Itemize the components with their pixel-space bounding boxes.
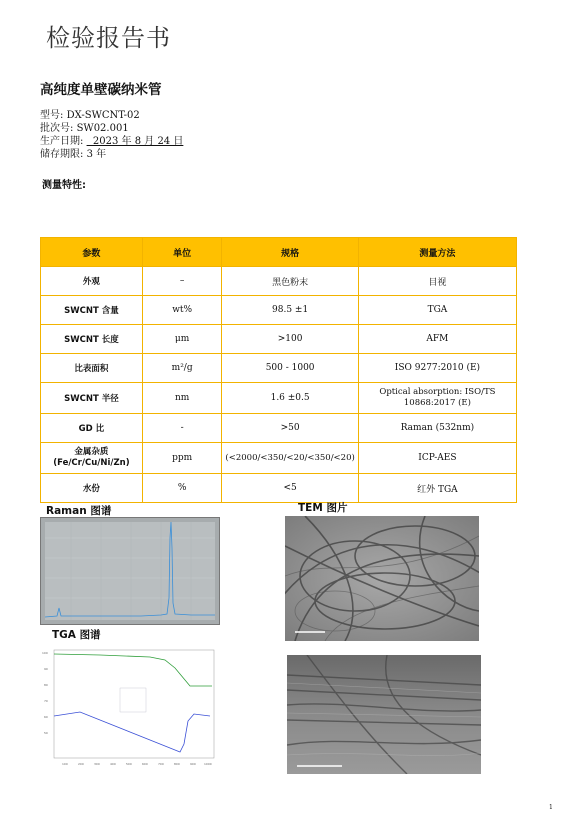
unit-cell: % [142,474,222,503]
tem-image-1 [285,516,479,641]
method-cell: ISO 9277:2010 (E) [358,354,516,383]
table-row [41,296,517,325]
spec-cell: 1.6 ±0.5 [222,383,358,414]
spec-cell: 98.5 ±1 [222,296,358,325]
table-row [41,443,517,474]
param-cell: 外观 [41,267,143,296]
product-name: 高纯度单壁碳纳米管 [40,82,162,98]
table-row [41,414,517,443]
spec-cell: (<2000/<350/<20/<350/<20) [222,443,358,474]
tga-ytick: 100 [42,651,48,655]
shelf-life-line [40,148,106,161]
tga-plot-image [40,646,218,770]
raman-spectrum-image [40,517,220,625]
date-value: 2023 年 8 月 24 日 [86,136,184,147]
method-cell: 目视 [358,267,516,296]
properties-heading: 测量特性: [42,180,86,191]
tem-caption: TEM 图片 [298,502,348,514]
header-method: 测量方法 [358,238,516,267]
tga-xtick: 700 [158,762,164,766]
tga-xtick: 800 [174,762,180,766]
model-label: 型号: [40,110,64,121]
tga-ytick: 90 [44,667,48,671]
method-cell: Raman (532nm) [358,414,516,443]
tga-caption: TGA 图谱 [52,629,101,641]
method-cell: ICP-AES [358,443,516,474]
spec-cell: 500 - 1000 [222,354,358,383]
tga-xtick: 500 [126,762,132,766]
method-cell: TGA [358,296,516,325]
header-spec: 规格 [222,238,358,267]
shelf-value: 3 年 [86,149,107,160]
spec-cell: 黑色粉末 [222,267,358,296]
param-cell: 金属杂质 (Fe/Cr/Cu/Ni/Zn) [41,443,143,474]
tem-image-2 [287,655,481,774]
table-row [41,267,517,296]
param-cell: 比表面积 [41,354,143,383]
tga-xtick: 100 [62,762,68,766]
document-title: 检验报告书 [46,24,171,52]
table-header-row [41,238,517,267]
batch-line [40,122,129,135]
method-cell: Optical absorption: ISO/TS 10868:2017 (E) [358,383,516,414]
tga-xtick: 400 [110,762,116,766]
unit-cell: - [142,414,222,443]
method-cell: AFM [358,325,516,354]
tga-xtick: 300 [94,762,100,766]
param-cell: SWCNT 半径 [41,383,143,414]
spec-cell: >50 [222,414,358,443]
table-row [41,474,517,503]
unit-cell: wt% [142,296,222,325]
unit-cell: ppm [142,443,222,474]
spec-cell: >100 [222,325,358,354]
table-row [41,383,517,414]
table-row [41,354,517,383]
tga-ytick: 80 [44,683,48,687]
tga-xtick: 600 [142,762,148,766]
tga-xtick: 200 [78,762,84,766]
tga-xtick: 1000 [204,762,212,766]
table-row [41,325,517,354]
method-cell: 红外 TGA [358,474,516,503]
raman-caption: Raman 图谱 [46,505,112,517]
page-number: 1 [549,804,553,811]
model-line [40,109,140,122]
date-label: 生产日期: [40,136,84,147]
unit-cell: m²/g [142,354,222,383]
unit-cell: – [142,267,222,296]
header-param: 参数 [41,238,143,267]
model-value: DX-SWCNT-02 [66,110,140,121]
tga-ytick: 70 [44,699,48,703]
param-cell: 水份 [41,474,143,503]
unit-cell: nm [142,383,222,414]
date-line [40,135,183,148]
batch-value: SW02.001 [76,123,129,134]
param-cell: SWCNT 长度 [41,325,143,354]
spec-table [40,237,517,503]
tga-ytick: 60 [44,715,48,719]
batch-label: 批次号: [40,123,74,134]
param-cell: SWCNT 含量 [41,296,143,325]
header-unit: 单位 [142,238,222,267]
shelf-label: 储存期限: [40,149,84,160]
tga-xtick: 900 [190,762,196,766]
spec-cell: <5 [222,474,358,503]
tga-ytick: 50 [44,731,48,735]
unit-cell: μm [142,325,222,354]
param-cell: GD 比 [41,414,143,443]
